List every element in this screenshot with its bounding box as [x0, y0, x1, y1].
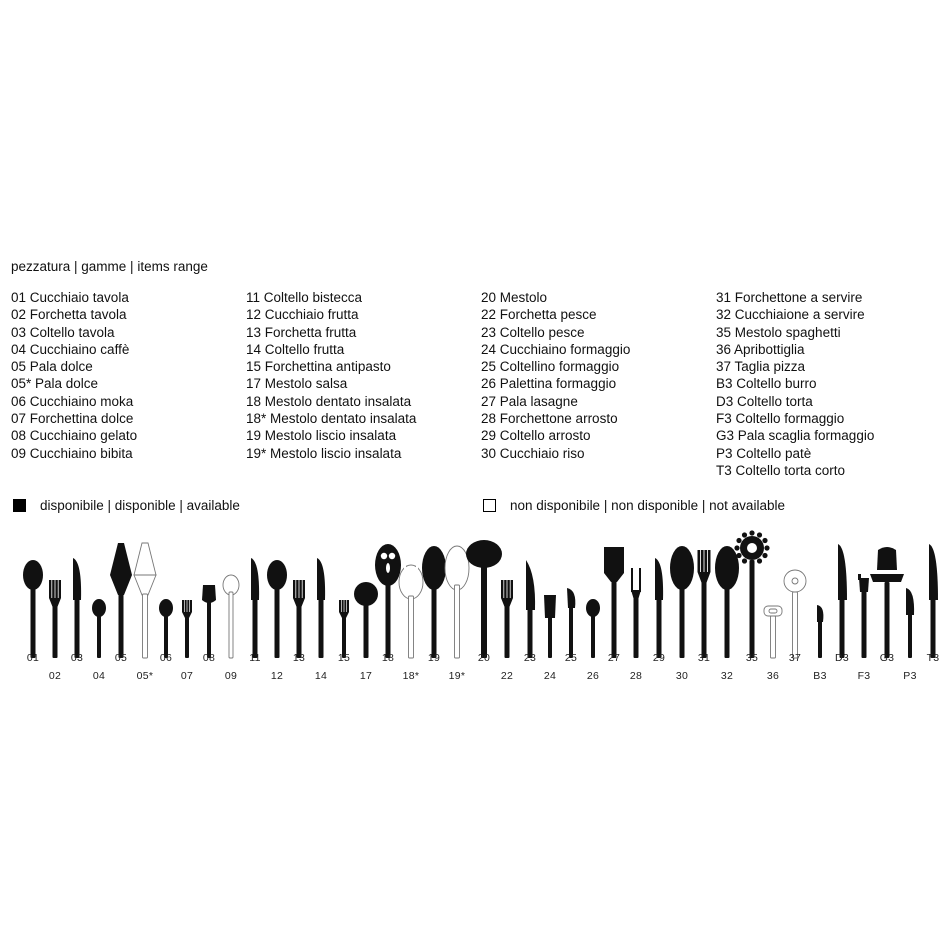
item-code-label: 05 [114, 652, 128, 664]
cutlery-lineup [0, 530, 950, 690]
item-name-25: 25 Coltellino formaggio [481, 359, 620, 375]
item-code-label: F3 [857, 670, 871, 682]
cutlery-03-icon [73, 558, 81, 658]
cutlery-08-icon [202, 585, 216, 658]
item-code-label: 01 [26, 652, 40, 664]
items-column-4 [716, 289, 874, 479]
cutlery-30-icon [670, 546, 694, 658]
item-name-22: 22 Forchetta pesce [481, 307, 597, 323]
item-name-d3: D3 Coltello torta [716, 393, 813, 409]
item-name-28: 28 Forchettone arrosto [481, 411, 618, 427]
item-name-06: 06 Cucchiaino moka [11, 393, 134, 409]
item-name-36: 36 Apribottiglia [716, 341, 805, 357]
item-name-02: 02 Forchetta tavola [11, 307, 127, 323]
item-name-18-star: 18* Mestolo dentato insalata [246, 411, 417, 427]
item-code-label: G3 [879, 652, 895, 664]
item-code-label: 32 [720, 670, 734, 682]
cutlery-17-icon [354, 582, 378, 658]
item-name-26: 26 Palettina formaggio [481, 376, 617, 392]
item-code-label: P3 [903, 670, 917, 682]
cutlery-05-star-icon [134, 543, 156, 658]
item-name-29: 29 Coltello arrosto [481, 428, 591, 444]
item-name-g3: G3 Pala scaglia formaggio [716, 428, 875, 444]
cutlery-05-icon [110, 543, 132, 658]
item-name-27: 27 Pala lasagne [481, 393, 578, 409]
item-name-32: 32 Cucchiaione a servire [716, 307, 865, 323]
cutlery-f3-icon [858, 574, 869, 658]
cutlery-29-icon [655, 558, 663, 658]
cutlery-31-icon [698, 550, 711, 658]
cutlery-12-icon [267, 560, 287, 658]
cutlery-36-icon [764, 606, 782, 658]
items-column-1 [11, 289, 137, 462]
item-name-30: 30 Cucchiaio riso [481, 445, 585, 461]
item-code-label: 15 [337, 652, 351, 664]
item-code-label: 07 [180, 670, 194, 682]
cutlery-09-icon [223, 575, 239, 658]
item-name-35: 35 Mestolo spaghetti [716, 324, 841, 340]
item-code-label: 12 [270, 670, 284, 682]
cutlery-06-icon [159, 599, 173, 658]
item-name-23: 23 Coltello pesce [481, 324, 585, 340]
item-name-19: 19 Mestolo liscio insalata [246, 428, 397, 444]
cutlery-28-icon [631, 568, 641, 658]
item-name-07: 07 Forchettina dolce [11, 411, 134, 427]
item-code-label: 14 [314, 670, 328, 682]
cutlery-19-star-icon [445, 546, 469, 658]
item-code-label: 31 [697, 652, 711, 664]
item-code-label: 35 [745, 652, 759, 664]
item-name-f3: F3 Coltello formaggio [716, 411, 845, 427]
item-code-label: 04 [92, 670, 106, 682]
cutlery-19-icon [422, 546, 446, 658]
item-code-label: 08 [202, 652, 216, 664]
item-name-37: 37 Taglia pizza [716, 359, 806, 375]
cutlery-35-icon [734, 530, 769, 658]
cutlery-23-icon [526, 560, 535, 658]
cutlery-b3-icon [817, 605, 823, 658]
item-name-09: 09 Cucchiaino bibita [11, 445, 133, 461]
item-name-17: 17 Mestolo salsa [246, 376, 348, 392]
items-column-2 [246, 289, 416, 462]
item-code-label: 18* [402, 670, 420, 682]
cutlery-07-icon [182, 600, 192, 658]
item-code-label: 20 [477, 652, 491, 664]
items-column-3 [481, 289, 630, 462]
cutlery-t3-icon [929, 544, 938, 658]
item-code-label: D3 [834, 652, 850, 664]
item-name-13: 13 Forchetta frutta [246, 324, 357, 340]
item-name-b3: B3 Coltello burro [716, 376, 817, 392]
cutlery-13-icon [293, 580, 305, 658]
item-name-01: 01 Cucchiaio tavola [11, 290, 129, 305]
cutlery-g3-icon [870, 547, 904, 658]
item-code-label: 02 [48, 670, 62, 682]
item-code-label: 11 [249, 652, 261, 664]
item-code-label: 09 [224, 670, 238, 682]
item-name-12: 12 Cucchiaio frutta [246, 307, 359, 323]
item-code-label: 06 [159, 652, 173, 664]
cutlery-37-icon [784, 570, 806, 658]
item-name-t3: T3 Coltello torta corto [716, 462, 846, 478]
cutlery-p3-icon [906, 588, 914, 658]
item-name-20: 20 Mestolo [481, 290, 548, 305]
legend-not-available-label: non disponibile | non disponible | not available [510, 498, 785, 513]
item-code-label: 03 [70, 652, 84, 664]
cutlery-01-icon [23, 560, 43, 658]
cutlery-24-icon [544, 595, 556, 658]
item-code-label: 25 [564, 652, 578, 664]
filled-square-icon [13, 499, 26, 512]
item-name-18: 18 Mestolo dentato insalata [246, 393, 412, 409]
empty-square-icon [483, 499, 496, 512]
item-code-label: 37 [788, 652, 802, 664]
cutlery-25-icon [567, 588, 575, 658]
item-code-label: 19 [427, 652, 441, 664]
item-name-05-star: 05* Pala dolce [11, 376, 99, 392]
item-name-03: 03 Coltello tavola [11, 324, 115, 340]
item-code-label: 19* [448, 670, 466, 682]
legend-available [13, 498, 240, 513]
item-name-08: 08 Cucchiaino gelato [11, 428, 138, 444]
item-code-label: 24 [543, 670, 557, 682]
item-code-label: B3 [813, 670, 827, 682]
item-name-24: 24 Cucchiaino formaggio [481, 341, 631, 357]
item-code-label: T3 [926, 652, 940, 664]
item-code-label: 36 [766, 670, 780, 682]
cutlery-32-icon [715, 546, 739, 658]
item-name-11: 11 Coltello bistecca [246, 290, 363, 305]
item-code-label: 26 [586, 670, 600, 682]
cutlery-d3-icon [838, 544, 847, 658]
cutlery-20-icon [466, 540, 502, 658]
cutlery-14-icon [317, 558, 325, 658]
item-name-19-star: 19* Mestolo liscio insalata [246, 445, 402, 461]
item-code-label: 29 [652, 652, 666, 664]
item-code-label: 23 [523, 652, 537, 664]
cutlery-15-icon [339, 600, 349, 658]
item-code-label: 13 [292, 652, 306, 664]
legend-available-label: disponibile | disponible | available [40, 498, 240, 513]
item-name-p3: P3 Coltello patè [716, 445, 812, 461]
cutlery-04-icon [92, 599, 106, 658]
cutlery-22-icon [501, 580, 513, 658]
item-code-label: 27 [607, 652, 621, 664]
item-code-label: 30 [675, 670, 689, 682]
cutlery-26-icon [586, 599, 600, 658]
item-name-05: 05 Pala dolce [11, 359, 93, 375]
legend-not-available [483, 498, 785, 513]
items-range-heading: pezzatura | gamme | items range [11, 259, 208, 274]
item-code-label: 22 [500, 670, 514, 682]
cutlery-18-icon [375, 544, 401, 658]
cutlery-18-star-icon [399, 565, 423, 658]
item-code-label: 18 [381, 652, 395, 664]
item-name-14: 14 Coltello frutta [246, 341, 345, 357]
item-name-15: 15 Forchettina antipasto [246, 359, 391, 375]
cutlery-27-icon [604, 547, 624, 658]
item-code-label: 17 [359, 670, 373, 682]
item-code-label: 28 [629, 670, 643, 682]
cutlery-11-icon [251, 558, 259, 658]
item-name-31: 31 Forchettone a servire [716, 290, 863, 305]
item-code-label: 05* [136, 670, 154, 682]
item-name-04: 04 Cucchiaino caffè [11, 341, 130, 357]
cutlery-02-icon [49, 580, 61, 658]
